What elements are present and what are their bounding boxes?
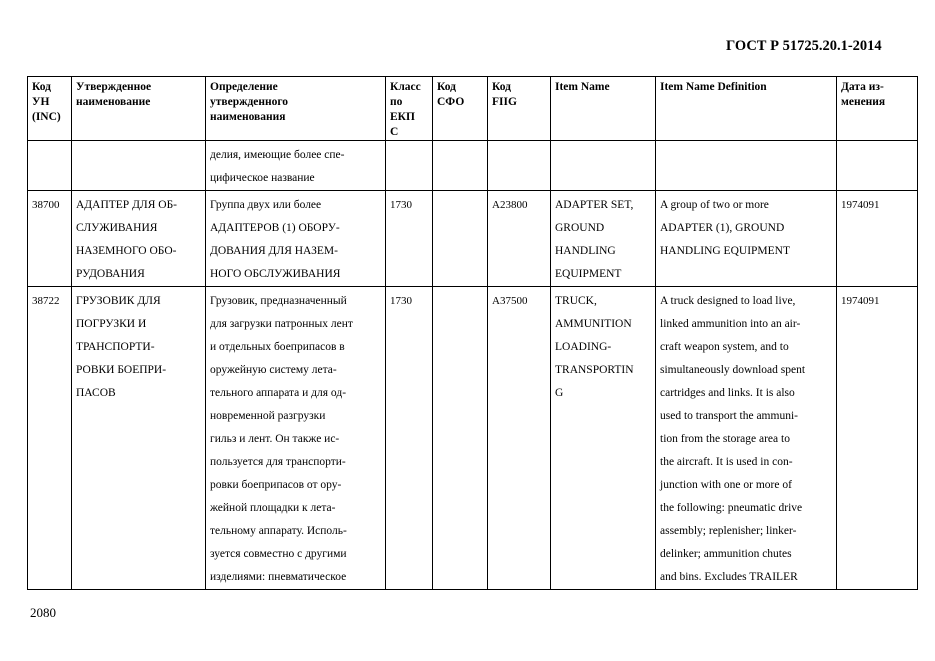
cell-text-line: ADAPTER (1), GROUND xyxy=(660,222,785,234)
header-text-line: С xyxy=(390,126,399,138)
table-row xyxy=(28,191,918,287)
approved-name-cell xyxy=(72,287,206,590)
col-date-header xyxy=(837,77,918,141)
cell-text-line: linked ammunition into an air- xyxy=(660,318,801,330)
header-text-line: по xyxy=(390,96,403,108)
col-fiig-header xyxy=(488,77,551,141)
inc-cell xyxy=(28,191,72,287)
header-text-line: FIIG xyxy=(492,96,517,108)
table-body xyxy=(28,141,918,590)
cell-text-line: оружейную систему лета- xyxy=(210,364,337,376)
fiig-cell xyxy=(488,287,551,590)
cell-text-line: 1974091 xyxy=(841,199,880,211)
cell-text-line: A truck designed to load live, xyxy=(660,295,796,307)
header-text-line: наименования xyxy=(210,111,286,123)
col-sfo-header xyxy=(433,77,488,141)
col-definition-header xyxy=(206,77,386,141)
cell-text-line: A group of two or more xyxy=(660,199,769,211)
date-cell xyxy=(837,191,918,287)
cell-text-line: для загрузки патронных лент xyxy=(210,318,353,330)
class-cell xyxy=(386,191,433,287)
cell-text-line: simultaneously download spent xyxy=(660,364,806,376)
cell-text-line: delinker; ammunition chutes xyxy=(660,548,792,560)
header-text-line: УН xyxy=(32,96,50,108)
col-inc-header xyxy=(28,77,72,141)
item-name-cell xyxy=(551,141,656,191)
cell-text-line: the aircraft. It is used in con- xyxy=(660,456,793,468)
cell-text-line: ПОГРУЗКИ И xyxy=(76,318,147,330)
cell-text-line: РУДОВАНИЯ xyxy=(76,268,145,280)
cell-text-line: НОГО ОБСЛУЖИВАНИЯ xyxy=(210,268,341,280)
cell-text-line: АДАПТЕРОВ (1) ОБОРУ- xyxy=(210,222,340,234)
cell-text-line: craft weapon system, and to xyxy=(660,341,789,353)
item-name-cell xyxy=(551,191,656,287)
cell-text-line: EQUIPMENT xyxy=(555,268,622,280)
header-text-line: Код xyxy=(32,81,52,93)
cell-text-line: цифическое название xyxy=(210,172,315,184)
cell-text-line: A23800 xyxy=(492,199,528,211)
sfo-cell xyxy=(433,141,488,191)
cell-text-line: LOADING- xyxy=(555,341,612,353)
cell-text-line: ПАСОВ xyxy=(76,387,116,399)
cell-text-line: жейной площадки к лета- xyxy=(210,502,336,514)
cell-text-line: ТРАНСПОРТИ- xyxy=(76,341,155,353)
cell-text-line: ДОВАНИЯ ДЛЯ НАЗЕМ- xyxy=(210,245,338,257)
cell-text-line: 38722 xyxy=(32,295,60,307)
approved-name-cell xyxy=(72,191,206,287)
sfo-cell xyxy=(433,287,488,590)
cell-text-line: cartridges and links. It is also xyxy=(660,387,795,399)
sfo-cell xyxy=(433,191,488,287)
inc-cell xyxy=(28,287,72,590)
cell-text-line: изделиями: пневматическое xyxy=(210,571,347,583)
cell-text-line: АДАПТЕР ДЛЯ ОБ- xyxy=(76,199,178,211)
class-cell xyxy=(386,287,433,590)
definition-cell xyxy=(206,287,386,590)
cell-text-line: junction with one or more of xyxy=(660,479,792,491)
item-name-definition-cell xyxy=(656,191,837,287)
cell-text-line: НАЗЕМНОГО ОБО- xyxy=(76,245,177,257)
header-text-line: утвержденного xyxy=(210,96,289,108)
header-text-line: СФО xyxy=(437,96,465,108)
definition-cell xyxy=(206,191,386,287)
date-cell xyxy=(837,287,918,590)
cell-text-line: РОВКИ БОЕПРИ- xyxy=(76,364,167,376)
cell-text-line: G xyxy=(555,387,564,399)
class-cell xyxy=(386,141,433,191)
header-text-line: Код xyxy=(437,81,457,93)
header-text-line: Код xyxy=(492,81,512,93)
item-name-table xyxy=(27,76,918,590)
cell-text-line: and bins. Excludes TRAILER xyxy=(660,571,798,583)
cell-text-line: TRANSPORTIN xyxy=(555,364,634,376)
cell-text-line: зуется совместно с другими xyxy=(210,548,347,560)
col-approved-name-header xyxy=(72,77,206,141)
table-row xyxy=(28,141,918,191)
header-text-line: (INC) xyxy=(32,111,61,123)
cell-text-line: HANDLING xyxy=(555,245,616,257)
header-text-line: Дата из- xyxy=(841,81,884,93)
cell-text-line: новременной разгрузки xyxy=(210,410,326,422)
cell-text-line: HANDLING EQUIPMENT xyxy=(660,245,790,257)
cell-text-line: СЛУЖИВАНИЯ xyxy=(76,222,158,234)
cell-text-line: ровки боеприпасов от ору- xyxy=(210,479,342,491)
cell-text-line: TRUCK, xyxy=(555,295,597,307)
cell-text-line: tion from the storage area to xyxy=(660,433,790,445)
header-text-line: ЕКП xyxy=(390,111,415,123)
header-text-line: Item Name Definition xyxy=(660,81,767,93)
cell-text-line: Грузовик, предназначенный xyxy=(210,295,347,307)
item-name-definition-cell xyxy=(656,287,837,590)
document-standard-code: ГОСТ Р 51725.20.1-2014 xyxy=(726,38,882,54)
cell-text-line: A37500 xyxy=(492,295,528,307)
table-header-row xyxy=(28,77,918,141)
page-number: 2080 xyxy=(30,605,56,620)
header-text-line: Определение xyxy=(210,81,278,93)
header-text-line: наименование xyxy=(76,96,151,108)
fiig-cell xyxy=(488,141,551,191)
cell-text-line: used to transport the ammuni- xyxy=(660,410,798,422)
cell-text-line: 1730 xyxy=(390,199,412,211)
cell-text-line: тельному аппарату. Исполь- xyxy=(210,525,347,537)
header-text-line: Класс xyxy=(390,81,421,93)
cell-text-line: и отдельных боеприпасов в xyxy=(210,341,345,353)
definition-cell xyxy=(206,141,386,191)
fiig-cell xyxy=(488,191,551,287)
header-text-line: Утвержденное xyxy=(76,81,152,93)
cell-text-line: the following: pneumatic drive xyxy=(660,502,803,514)
table-row xyxy=(28,287,918,590)
cell-text-line: пользуется для транспорти- xyxy=(210,456,346,468)
col-item-name-definition-header xyxy=(656,77,837,141)
cell-text-line: 1974091 xyxy=(841,295,880,307)
item-name-cell xyxy=(551,287,656,590)
header-text-line: Item Name xyxy=(555,81,610,93)
cell-text-line: AMMUNITION xyxy=(555,318,632,330)
date-cell xyxy=(837,141,918,191)
header-text-line: менения xyxy=(841,96,886,108)
cell-text-line: assembly; replenisher; linker- xyxy=(660,525,797,537)
cell-text-line: 1730 xyxy=(390,295,412,307)
cell-text-line: GROUND xyxy=(555,222,605,234)
col-class-header xyxy=(386,77,433,141)
approved-name-cell xyxy=(72,141,206,191)
item-name-definition-cell xyxy=(656,141,837,191)
cell-text-line: Группа двух или более xyxy=(210,199,322,211)
cell-text-line: делия, имеющие более спе- xyxy=(210,149,345,161)
cell-text-line: тельного аппарата и для од- xyxy=(210,387,347,399)
cell-text-line: 38700 xyxy=(32,199,60,211)
cell-text-line: ГРУЗОВИК ДЛЯ xyxy=(76,295,161,307)
col-item-name-header xyxy=(551,77,656,141)
inc-cell xyxy=(28,141,72,191)
cell-text-line: гильз и лент. Он также ис- xyxy=(210,433,340,445)
cell-text-line: ADAPTER SET, xyxy=(555,199,634,211)
